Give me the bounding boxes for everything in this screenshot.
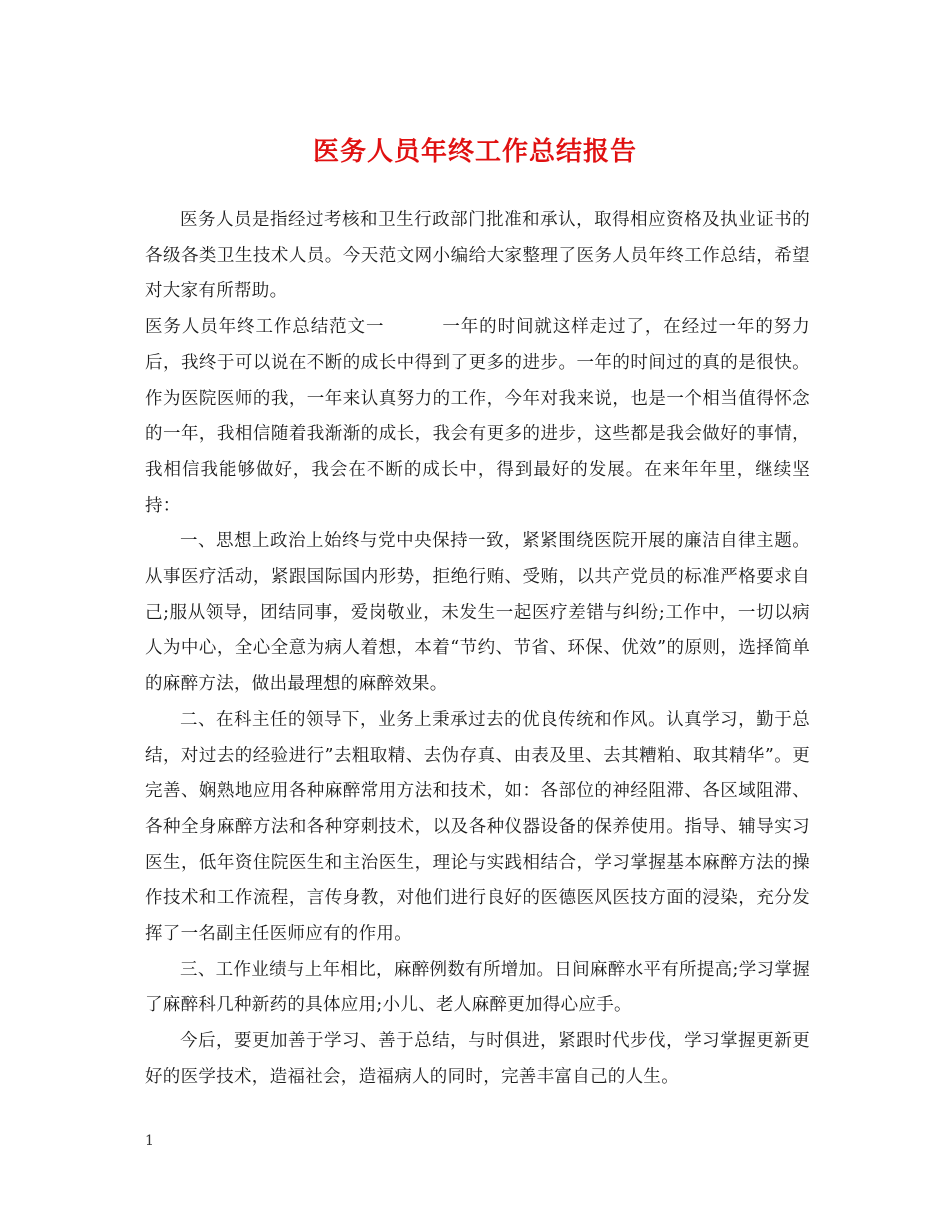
paragraph-point-3: 三、工作业绩与上年相比，麻醉例数有所增加。日间麻醉水平有所提高;学习掌握了麻醉科几种新药的具体应用;小儿、老人麻醉更加得心应手。 (145, 959, 810, 1016)
intro-paragraph: 医务人员是指经过考核和卫生行政部门批准和承认，取得相应资格及执业证书的各级各类卫生技术人员。今天范文网小编给大家整理了医务人员年终工作总结，希望对大家有所帮助。 (145, 210, 810, 302)
section-paragraph (145, 310, 810, 524)
paragraph-point-2: 二、在科主任的领导下，业务上秉承过去的优良传统和作风。认真学习，勤于总结，对过去的经验进行”去粗取精、去伪存真、由表及里、去其糟粕、取其精华”。更完善、娴熟地应用各种麻醉常用方法和技术，如：各部位的神经阻滞、各区域阻滞、各种全身麻醉方法和各种穿刺技术，以及各种仪器设备的保养使用。指导、辅导实习医生，低年资住院医生和主治医生，理论与实践相结合，学习掌握基本麻醉方法的操作技术和工作流程，言传身教，对他们进行良好的医德医风医技方面的浸染，充分发挥了一名副主任医师应有的作用。 (145, 709, 810, 945)
section-heading: 医务人员年终工作总结范文一 (145, 317, 385, 338)
paragraph-point-1: 一、思想上政治上始终与党中央保持一致，紧紧围绕医院开展的廉洁自律主题。从事医疗活动，紧跟国际国内形势，拒绝行贿、受贿，以共产党员的标准严格要求自己;服从领导，团结同事，爱岗敬业，未发生一起医疗差错与纠纷;工作中，一切以病人为中心，全心全意为病人着想，本着“节约、节省、环保、优效”的原则，选择简单的麻醉方法，做出最理想的麻醉效果。 (145, 531, 810, 695)
document-body (145, 203, 810, 1096)
section-lead-text: 一年的时间就这样走过了，在经过一年的努力后，我终于可以说在不断的成长中得到了更多的进步。一年的时间过的真的是很快。作为医院医师的我，一年来认真努力的工作，今年对我来说，也是一个相当值得怀念的一年，我相信随着我渐渐的成长，我会有更多的进步，这些都是我会做好的事情，我相信我能够做好，我会在不断的成长中，得到最好的发展。在来年年里，继续坚持： (145, 317, 810, 516)
document-title: 医务人员年终工作总结报告 (312, 137, 637, 167)
page-number: 1 (145, 1133, 154, 1149)
paragraph-conclusion: 今后，要更加善于学习、善于总结，与时俱进，紧跟时代步伐，学习掌握更新更好的医学技术，造福社会，造福病人的同时，完善丰富自己的人生。 (145, 1031, 810, 1087)
